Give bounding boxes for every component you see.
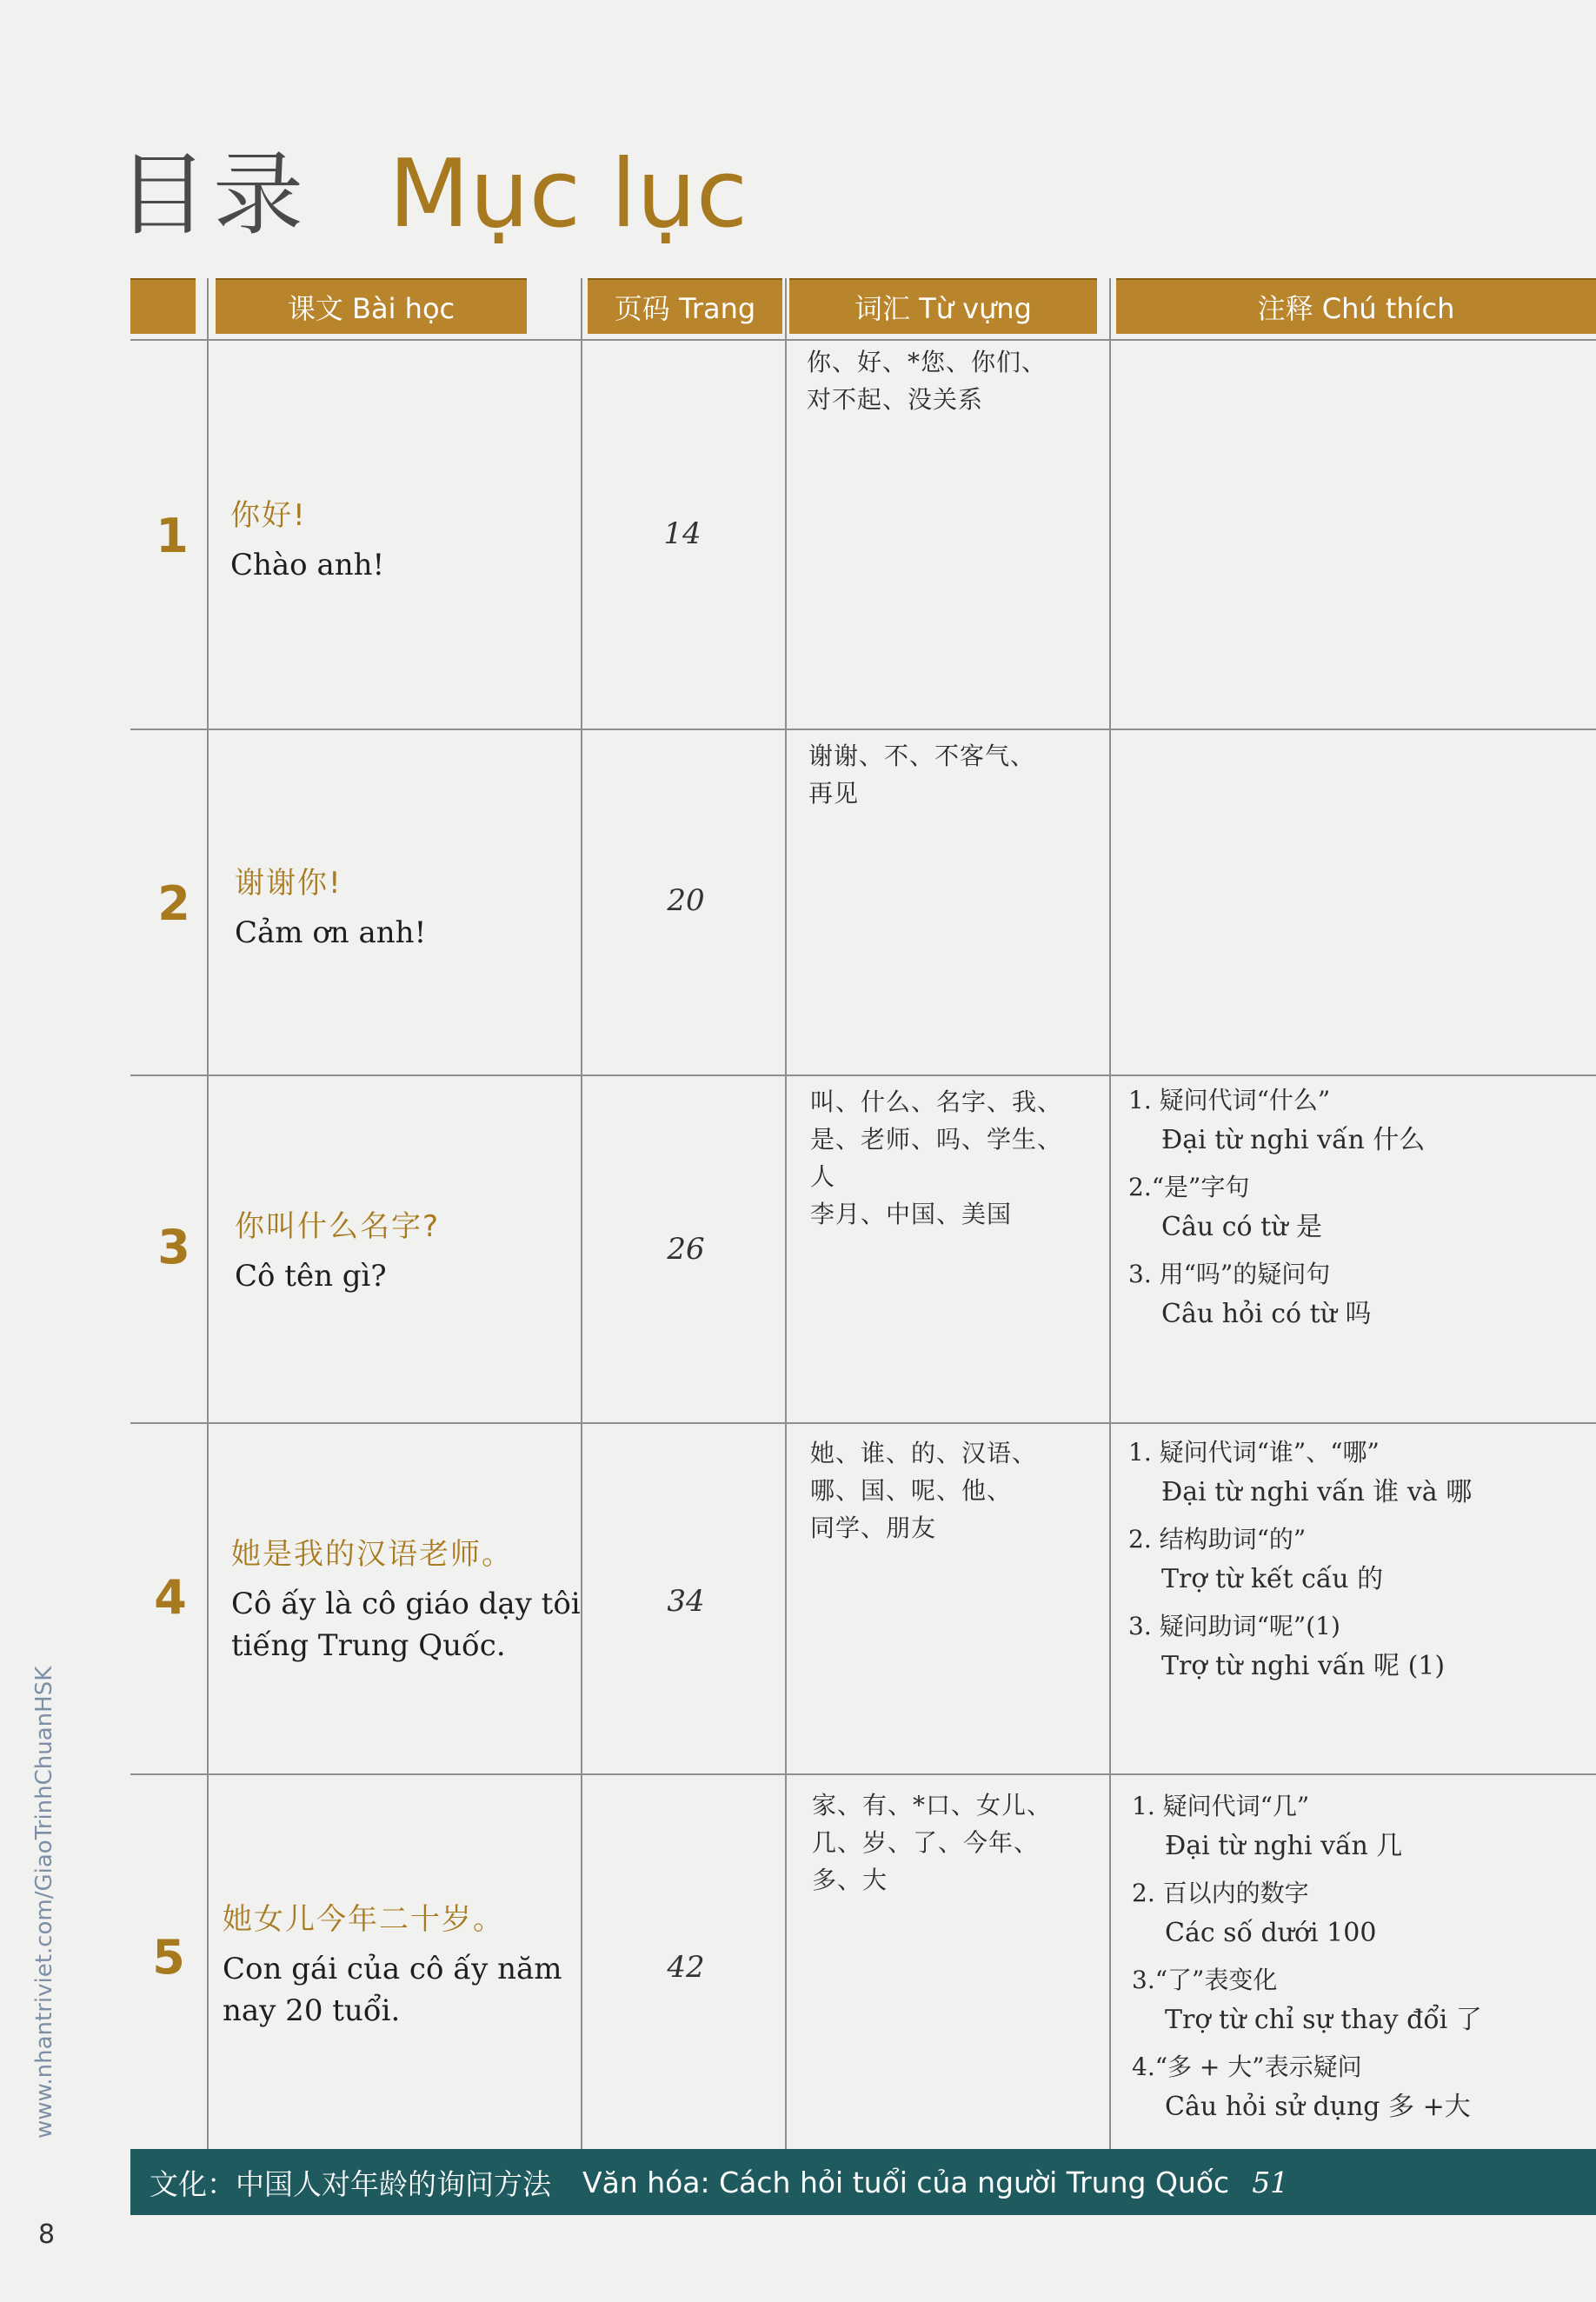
lesson-number: 2 <box>157 876 190 931</box>
culture-title-zh: 文化：中国人对年龄的询问方法 <box>150 2166 551 2201</box>
culture-title-vi: Văn hóa: Cách hỏi tuổi của người Trung Quốc <box>582 2165 1230 2199</box>
note-vi: Trợ từ kết cấu 的 <box>1161 1564 1384 1594</box>
lesson-vocab <box>808 737 1087 812</box>
lesson-number: 1 <box>156 509 189 563</box>
lesson-page[interactable]: 42 <box>667 1950 705 1985</box>
lesson-title-zh: 你好! <box>230 498 307 533</box>
lesson-page[interactable]: 34 <box>667 1584 705 1619</box>
note-vi: Các số dưới 100 <box>1165 1918 1377 1948</box>
note-item <box>1128 1433 1596 1513</box>
header-lesson: 课文 Bài học <box>216 278 527 334</box>
row-divider <box>130 1074 1596 1076</box>
row-divider <box>130 1773 1596 1775</box>
note-zh: 1. 疑问代词“谁”、“哪” <box>1128 1438 1380 1467</box>
vocab-line: 叫、什么、名字、我、 <box>810 1088 1063 1116</box>
col-divider <box>1109 278 1111 2149</box>
header-number-cell <box>130 278 196 334</box>
vocab-line: 再见 <box>808 779 860 808</box>
lesson-title-vi: tiếng Trung Quốc. <box>231 1628 506 1663</box>
header-vocab: 词汇 Từ vựng <box>789 278 1097 334</box>
header-page: 页码 Trang <box>588 278 782 334</box>
lesson-title-zh: 她女儿今年二十岁。 <box>223 1902 504 1937</box>
lesson-title-zh: 她是我的汉语老师。 <box>231 1537 513 1572</box>
culture-page: 51 <box>1252 2165 1289 2199</box>
vocab-line: 哪、国、呢、他、 <box>810 1476 1013 1505</box>
note-vi: Trợ từ nghi vấn 呢 (1) <box>1161 1651 1446 1681</box>
vocab-line: 谢谢、不、不客气、 <box>808 742 1036 770</box>
title-chinese: 目录 <box>117 142 309 248</box>
lesson-number: 3 <box>157 1220 190 1274</box>
lesson-title-vi: Chào anh! <box>230 548 385 582</box>
lesson-vocab <box>812 1786 1090 1899</box>
lesson-title-vi: Cô ấy là cô giáo dạy tôi <box>231 1587 581 1621</box>
table-top-line <box>130 339 1596 341</box>
note-vi: Câu có từ 是 <box>1161 1212 1323 1242</box>
vocab-line: 同学、朋友 <box>810 1514 937 1542</box>
lesson-notes <box>1128 1433 1596 1693</box>
lesson-notes <box>1128 1081 1596 1341</box>
vocab-line: 家、有、*口、女儿、 <box>812 1791 1053 1820</box>
note-item <box>1128 1168 1596 1247</box>
note-zh: 3. 疑问助词“呢”(1) <box>1128 1612 1340 1640</box>
lesson-title[interactable] <box>230 491 384 586</box>
lesson-vocab <box>807 343 1085 418</box>
lesson-title[interactable] <box>231 1530 581 1667</box>
culture-section-bar[interactable] <box>130 2149 1596 2215</box>
note-zh: 1. 疑问代词“几” <box>1132 1792 1310 1820</box>
note-item <box>1128 1607 1596 1687</box>
col-divider <box>581 278 582 2149</box>
note-item <box>1132 2047 1596 2127</box>
note-item <box>1128 1254 1596 1334</box>
lesson-title[interactable] <box>235 859 426 954</box>
page-title <box>117 122 748 249</box>
lesson-title-vi: Cảm ơn anh! <box>235 915 427 950</box>
lesson-title[interactable] <box>223 1895 562 2032</box>
lesson-title-zh: 你叫什么名字? <box>235 1209 441 1244</box>
header-notes: 注释 Chú thích <box>1116 278 1596 334</box>
lesson-number: 4 <box>154 1570 187 1625</box>
note-zh: 4.“多 + 大”表示疑问 <box>1132 2053 1362 2081</box>
note-zh: 3.“了”表变化 <box>1132 1966 1278 1994</box>
row-divider <box>130 1422 1596 1424</box>
note-item <box>1132 1786 1596 1866</box>
lesson-number: 5 <box>152 1930 185 1985</box>
note-zh: 1. 疑问代词“什么” <box>1128 1086 1331 1114</box>
col-divider <box>785 278 787 2149</box>
lesson-title-vi: nay 20 tuổi. <box>223 1993 401 2028</box>
table-header <box>130 278 1596 332</box>
publisher-url: www.nhantriviet.com/GiaoTrinhChuanHSK <box>31 1666 57 2139</box>
note-zh: 2. 百以内的数字 <box>1132 1879 1309 1907</box>
lesson-notes <box>1132 1786 1596 2134</box>
title-vietnamese: Mục lục <box>389 140 748 249</box>
note-vi: Trợ từ chỉ sự thay đổi 了 <box>1165 2005 1482 2035</box>
vocab-line: 几、岁、了、今年、 <box>812 1828 1040 1857</box>
note-vi: Đại từ nghi vấn 什么 <box>1161 1125 1426 1155</box>
note-zh: 3. 用“吗”的疑问句 <box>1128 1260 1331 1288</box>
note-item <box>1132 1873 1596 1953</box>
lesson-page[interactable]: 14 <box>663 516 702 551</box>
lesson-page[interactable]: 20 <box>667 883 705 918</box>
note-vi: Câu hỏi có từ 吗 <box>1161 1299 1372 1329</box>
note-vi: Đại từ nghi vấn 谁 và 哪 <box>1161 1477 1473 1507</box>
note-item <box>1132 1960 1596 2040</box>
lesson-title-vi: Con gái của cô ấy năm <box>223 1952 562 1986</box>
vocab-line: 李月、中国、美国 <box>810 1200 1013 1228</box>
note-item <box>1128 1081 1596 1161</box>
vocab-line: 你、好、*您、你们、 <box>807 348 1047 376</box>
lesson-title[interactable] <box>235 1202 440 1297</box>
lesson-page[interactable]: 26 <box>667 1232 705 1267</box>
note-vi: Câu hỏi sử dụng 多 +大 <box>1165 2092 1471 2122</box>
vocab-line: 是、老师、吗、学生、 <box>810 1125 1063 1154</box>
col-divider <box>207 278 209 2149</box>
vocab-line: 对不起、没关系 <box>807 385 984 414</box>
page-number: 8 <box>38 2219 56 2250</box>
vocab-line: 她、谁、的、汉语、 <box>810 1439 1038 1467</box>
note-zh: 2. 结构助词“的” <box>1128 1525 1307 1554</box>
note-item <box>1128 1520 1596 1600</box>
vocab-line: 人 <box>810 1162 836 1191</box>
note-zh: 2.“是”字句 <box>1128 1173 1250 1201</box>
row-divider <box>130 729 1596 730</box>
lesson-title-zh: 谢谢你! <box>235 866 342 901</box>
note-vi: Đại từ nghi vấn 几 <box>1165 1831 1403 1861</box>
lesson-vocab <box>810 1434 1088 1547</box>
lesson-vocab <box>810 1083 1088 1233</box>
vocab-line: 多、大 <box>812 1866 888 1894</box>
lesson-title-vi: Cô tên gì? <box>235 1259 387 1294</box>
